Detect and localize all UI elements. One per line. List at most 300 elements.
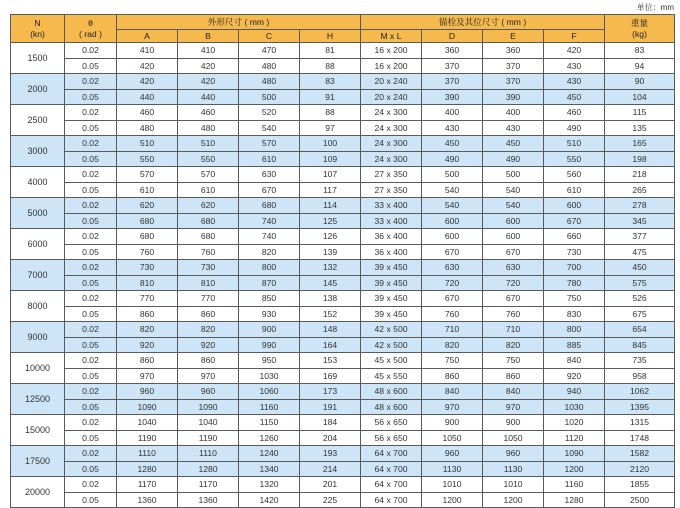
cell-c: 520 xyxy=(239,105,300,121)
cell-f: 490 xyxy=(544,120,605,136)
cell-e: 370 xyxy=(483,58,544,74)
cell-n: 2500 xyxy=(11,105,65,136)
cell-c: 740 xyxy=(239,229,300,245)
cell-mxl: 39 x 450 xyxy=(361,260,422,276)
cell-a: 1040 xyxy=(117,415,178,431)
cell-h: 132 xyxy=(300,260,361,276)
table-row xyxy=(11,446,675,462)
cell-theta: 0.05 xyxy=(65,492,117,508)
header-weight-line2: (kg) xyxy=(632,28,647,39)
cell-n: 15000 xyxy=(11,415,65,446)
cell-d: 710 xyxy=(422,322,483,338)
cell-n: 3000 xyxy=(11,136,65,167)
cell-a: 1170 xyxy=(117,477,178,493)
cell-theta: 0.02 xyxy=(65,105,117,121)
cell-a: 680 xyxy=(117,213,178,229)
cell-d: 600 xyxy=(422,213,483,229)
cell-n: 20000 xyxy=(11,477,65,508)
table-row xyxy=(11,430,675,446)
table-row xyxy=(11,368,675,384)
cell-f: 700 xyxy=(544,260,605,276)
header-theta-line1: θ xyxy=(88,17,93,28)
cell-b: 920 xyxy=(178,337,239,353)
cell-h: 117 xyxy=(300,182,361,198)
cell-weight: 675 xyxy=(605,306,675,322)
cell-a: 510 xyxy=(117,136,178,152)
cell-h: 91 xyxy=(300,89,361,105)
cell-weight: 475 xyxy=(605,244,675,260)
cell-a: 770 xyxy=(117,291,178,307)
cell-n: 7000 xyxy=(11,260,65,291)
cell-d: 670 xyxy=(422,244,483,260)
cell-c: 570 xyxy=(239,136,300,152)
cell-a: 610 xyxy=(117,182,178,198)
cell-e: 670 xyxy=(483,291,544,307)
cell-c: 1150 xyxy=(239,415,300,431)
cell-theta: 0.02 xyxy=(65,446,117,462)
cell-b: 570 xyxy=(178,167,239,183)
table-row xyxy=(11,384,675,400)
table-row xyxy=(11,182,675,198)
cell-h: 173 xyxy=(300,384,361,400)
cell-d: 1050 xyxy=(422,430,483,446)
cell-b: 730 xyxy=(178,260,239,276)
cell-e: 370 xyxy=(483,74,544,90)
cell-b: 860 xyxy=(178,306,239,322)
cell-weight: 218 xyxy=(605,167,675,183)
cell-b: 620 xyxy=(178,198,239,214)
cell-f: 660 xyxy=(544,229,605,245)
cell-a: 810 xyxy=(117,275,178,291)
cell-n: 4000 xyxy=(11,167,65,198)
table-row xyxy=(11,167,675,183)
cell-f: 800 xyxy=(544,322,605,338)
cell-weight: 345 xyxy=(605,213,675,229)
cell-e: 630 xyxy=(483,260,544,276)
cell-mxl: 48 x 600 xyxy=(361,384,422,400)
cell-f: 940 xyxy=(544,384,605,400)
cell-a: 860 xyxy=(117,353,178,369)
cell-h: 201 xyxy=(300,477,361,493)
header-mxl: M x L xyxy=(361,30,422,43)
cell-a: 860 xyxy=(117,306,178,322)
cell-a: 1190 xyxy=(117,430,178,446)
cell-b: 420 xyxy=(178,74,239,90)
cell-weight: 377 xyxy=(605,229,675,245)
header-d: D xyxy=(422,30,483,43)
cell-f: 750 xyxy=(544,291,605,307)
cell-e: 540 xyxy=(483,198,544,214)
cell-h: 164 xyxy=(300,337,361,353)
cell-c: 1320 xyxy=(239,477,300,493)
cell-d: 720 xyxy=(422,275,483,291)
cell-e: 900 xyxy=(483,415,544,431)
header-h: H xyxy=(300,30,361,43)
cell-e: 1050 xyxy=(483,430,544,446)
cell-mxl: 39 x 450 xyxy=(361,306,422,322)
cell-c: 990 xyxy=(239,337,300,353)
cell-c: 820 xyxy=(239,244,300,260)
cell-b: 1110 xyxy=(178,446,239,462)
cell-e: 670 xyxy=(483,244,544,260)
cell-b: 1360 xyxy=(178,492,239,508)
cell-mxl: 16 x 200 xyxy=(361,43,422,59)
cell-h: 88 xyxy=(300,58,361,74)
cell-theta: 0.02 xyxy=(65,229,117,245)
cell-e: 400 xyxy=(483,105,544,121)
cell-mxl: 42 x 500 xyxy=(361,322,422,338)
cell-d: 450 xyxy=(422,136,483,152)
cell-mxl: 39 x 450 xyxy=(361,291,422,307)
cell-mxl: 33 x 400 xyxy=(361,198,422,214)
cell-weight: 1395 xyxy=(605,399,675,415)
cell-c: 1420 xyxy=(239,492,300,508)
cell-weight: 1748 xyxy=(605,430,675,446)
header-dimensions-group: 外形尺寸 ( mm ) xyxy=(117,15,361,30)
cell-weight: 198 xyxy=(605,151,675,167)
cell-weight: 526 xyxy=(605,291,675,307)
cell-h: 153 xyxy=(300,353,361,369)
cell-f: 560 xyxy=(544,167,605,183)
header-theta xyxy=(65,15,117,43)
cell-d: 400 xyxy=(422,105,483,121)
unit-label: 单位：mm xyxy=(636,3,674,12)
cell-d: 370 xyxy=(422,58,483,74)
cell-n: 17500 xyxy=(11,446,65,477)
cell-e: 820 xyxy=(483,337,544,353)
cell-weight: 1582 xyxy=(605,446,675,462)
cell-theta: 0.02 xyxy=(65,167,117,183)
cell-h: 107 xyxy=(300,167,361,183)
cell-b: 610 xyxy=(178,182,239,198)
cell-b: 550 xyxy=(178,151,239,167)
table-row xyxy=(11,151,675,167)
cell-mxl: 56 x 650 xyxy=(361,430,422,446)
cell-b: 680 xyxy=(178,229,239,245)
cell-theta: 0.05 xyxy=(65,275,117,291)
cell-h: 169 xyxy=(300,368,361,384)
cell-d: 390 xyxy=(422,89,483,105)
cell-weight: 845 xyxy=(605,337,675,353)
cell-b: 510 xyxy=(178,136,239,152)
cell-h: 139 xyxy=(300,244,361,260)
cell-theta: 0.02 xyxy=(65,198,117,214)
cell-c: 670 xyxy=(239,182,300,198)
cell-e: 720 xyxy=(483,275,544,291)
cell-d: 1010 xyxy=(422,477,483,493)
cell-d: 430 xyxy=(422,120,483,136)
table-row xyxy=(11,120,675,136)
cell-e: 760 xyxy=(483,306,544,322)
cell-weight: 2120 xyxy=(605,461,675,477)
cell-b: 820 xyxy=(178,322,239,338)
cell-mxl: 27 x 350 xyxy=(361,182,422,198)
cell-e: 600 xyxy=(483,213,544,229)
cell-mxl: 24 x 300 xyxy=(361,120,422,136)
cell-mxl: 24 x 300 xyxy=(361,136,422,152)
cell-c: 480 xyxy=(239,58,300,74)
cell-a: 1110 xyxy=(117,446,178,462)
cell-theta: 0.05 xyxy=(65,58,117,74)
cell-c: 900 xyxy=(239,322,300,338)
cell-theta: 0.05 xyxy=(65,337,117,353)
cell-n: 1500 xyxy=(11,43,65,74)
cell-weight: 115 xyxy=(605,105,675,121)
cell-theta: 0.05 xyxy=(65,430,117,446)
table-row xyxy=(11,415,675,431)
cell-f: 830 xyxy=(544,306,605,322)
cell-mxl: 64 x 700 xyxy=(361,492,422,508)
cell-a: 970 xyxy=(117,368,178,384)
table-row xyxy=(11,213,675,229)
cell-f: 1280 xyxy=(544,492,605,508)
cell-d: 600 xyxy=(422,229,483,245)
cell-h: 152 xyxy=(300,306,361,322)
cell-f: 430 xyxy=(544,74,605,90)
cell-h: 193 xyxy=(300,446,361,462)
cell-theta: 0.05 xyxy=(65,151,117,167)
cell-weight: 654 xyxy=(605,322,675,338)
cell-h: 114 xyxy=(300,198,361,214)
header-theta-line2: ( rad ) xyxy=(79,28,102,39)
cell-e: 970 xyxy=(483,399,544,415)
cell-theta: 0.05 xyxy=(65,244,117,260)
cell-a: 420 xyxy=(117,58,178,74)
header-b: B xyxy=(178,30,239,43)
cell-a: 960 xyxy=(117,384,178,400)
cell-h: 214 xyxy=(300,461,361,477)
cell-d: 970 xyxy=(422,399,483,415)
cell-c: 1340 xyxy=(239,461,300,477)
cell-f: 885 xyxy=(544,337,605,353)
cell-mxl: 45 x 550 xyxy=(361,368,422,384)
table-row xyxy=(11,74,675,90)
cell-h: 204 xyxy=(300,430,361,446)
cell-weight: 135 xyxy=(605,120,675,136)
cell-theta: 0.05 xyxy=(65,399,117,415)
cell-mxl: 24 x 300 xyxy=(361,105,422,121)
cell-e: 1130 xyxy=(483,461,544,477)
cell-b: 960 xyxy=(178,384,239,400)
cell-f: 1160 xyxy=(544,477,605,493)
cell-e: 500 xyxy=(483,167,544,183)
cell-a: 730 xyxy=(117,260,178,276)
cell-mxl: 39 x 450 xyxy=(361,275,422,291)
header-n xyxy=(11,15,65,43)
cell-h: 100 xyxy=(300,136,361,152)
cell-d: 540 xyxy=(422,198,483,214)
cell-n: 10000 xyxy=(11,353,65,384)
cell-n: 12500 xyxy=(11,384,65,415)
cell-a: 820 xyxy=(117,322,178,338)
cell-c: 480 xyxy=(239,74,300,90)
cell-a: 1090 xyxy=(117,399,178,415)
cell-b: 480 xyxy=(178,120,239,136)
cell-c: 680 xyxy=(239,198,300,214)
cell-c: 540 xyxy=(239,120,300,136)
cell-f: 1020 xyxy=(544,415,605,431)
cell-n: 2000 xyxy=(11,74,65,105)
cell-f: 780 xyxy=(544,275,605,291)
cell-e: 430 xyxy=(483,120,544,136)
cell-f: 610 xyxy=(544,182,605,198)
header-n-line1: N xyxy=(34,17,41,28)
cell-theta: 0.02 xyxy=(65,415,117,431)
cell-h: 97 xyxy=(300,120,361,136)
cell-mxl: 45 x 500 xyxy=(361,353,422,369)
cell-theta: 0.02 xyxy=(65,43,117,59)
cell-e: 360 xyxy=(483,43,544,59)
cell-a: 550 xyxy=(117,151,178,167)
cell-e: 960 xyxy=(483,446,544,462)
cell-b: 810 xyxy=(178,275,239,291)
cell-a: 570 xyxy=(117,167,178,183)
cell-e: 450 xyxy=(483,136,544,152)
cell-b: 1090 xyxy=(178,399,239,415)
cell-d: 1200 xyxy=(422,492,483,508)
cell-theta: 0.02 xyxy=(65,353,117,369)
cell-c: 470 xyxy=(239,43,300,59)
cell-e: 490 xyxy=(483,151,544,167)
table-row xyxy=(11,275,675,291)
cell-mxl: 56 x 650 xyxy=(361,415,422,431)
header-weight-line1: 重量 xyxy=(630,17,649,28)
cell-mxl: 48 x 600 xyxy=(361,399,422,415)
header-f: F xyxy=(544,30,605,43)
cell-theta: 0.05 xyxy=(65,89,117,105)
cell-theta: 0.05 xyxy=(65,461,117,477)
cell-n: 6000 xyxy=(11,229,65,260)
table-row xyxy=(11,337,675,353)
cell-c: 850 xyxy=(239,291,300,307)
cell-d: 960 xyxy=(422,446,483,462)
cell-weight: 94 xyxy=(605,58,675,74)
cell-f: 670 xyxy=(544,213,605,229)
cell-f: 1030 xyxy=(544,399,605,415)
cell-h: 184 xyxy=(300,415,361,431)
cell-e: 390 xyxy=(483,89,544,105)
cell-h: 88 xyxy=(300,105,361,121)
cell-d: 1130 xyxy=(422,461,483,477)
cell-a: 620 xyxy=(117,198,178,214)
cell-theta: 0.02 xyxy=(65,136,117,152)
cell-b: 440 xyxy=(178,89,239,105)
cell-d: 630 xyxy=(422,260,483,276)
cell-h: 81 xyxy=(300,43,361,59)
cell-h: 145 xyxy=(300,275,361,291)
cell-h: 83 xyxy=(300,74,361,90)
cell-d: 540 xyxy=(422,182,483,198)
cell-a: 920 xyxy=(117,337,178,353)
cell-mxl: 24 x 300 xyxy=(361,151,422,167)
table-row xyxy=(11,291,675,307)
table-row xyxy=(11,461,675,477)
cell-theta: 0.02 xyxy=(65,384,117,400)
table-header xyxy=(11,15,675,43)
cell-c: 500 xyxy=(239,89,300,105)
cell-f: 840 xyxy=(544,353,605,369)
cell-mxl: 20 x 240 xyxy=(361,89,422,105)
table-row xyxy=(11,353,675,369)
cell-n: 5000 xyxy=(11,198,65,229)
cell-weight: 1062 xyxy=(605,384,675,400)
cell-h: 191 xyxy=(300,399,361,415)
cell-weight: 1855 xyxy=(605,477,675,493)
cell-b: 860 xyxy=(178,353,239,369)
header-n-line2: (kn) xyxy=(30,28,45,39)
cell-h: 125 xyxy=(300,213,361,229)
table-row xyxy=(11,89,675,105)
cell-b: 680 xyxy=(178,213,239,229)
cell-a: 1360 xyxy=(117,492,178,508)
header-weight xyxy=(605,15,675,43)
cell-c: 950 xyxy=(239,353,300,369)
table-row xyxy=(11,43,675,59)
cell-b: 770 xyxy=(178,291,239,307)
table-row xyxy=(11,399,675,415)
cell-h: 138 xyxy=(300,291,361,307)
cell-d: 900 xyxy=(422,415,483,431)
cell-c: 1160 xyxy=(239,399,300,415)
cell-b: 760 xyxy=(178,244,239,260)
cell-weight: 83 xyxy=(605,43,675,59)
cell-f: 920 xyxy=(544,368,605,384)
cell-f: 550 xyxy=(544,151,605,167)
cell-e: 710 xyxy=(483,322,544,338)
cell-e: 840 xyxy=(483,384,544,400)
header-c: C xyxy=(239,30,300,43)
cell-d: 820 xyxy=(422,337,483,353)
header-anchor-group: 锚栓及其位尺寸 ( mm ) xyxy=(361,15,605,30)
cell-e: 750 xyxy=(483,353,544,369)
cell-mxl: 33 x 400 xyxy=(361,213,422,229)
cell-h: 109 xyxy=(300,151,361,167)
cell-c: 740 xyxy=(239,213,300,229)
cell-theta: 0.05 xyxy=(65,182,117,198)
cell-c: 1060 xyxy=(239,384,300,400)
cell-n: 8000 xyxy=(11,291,65,322)
cell-mxl: 16 x 200 xyxy=(361,58,422,74)
cell-d: 370 xyxy=(422,74,483,90)
cell-d: 760 xyxy=(422,306,483,322)
cell-theta: 0.02 xyxy=(65,477,117,493)
cell-c: 630 xyxy=(239,167,300,183)
cell-d: 360 xyxy=(422,43,483,59)
cell-mxl: 42 x 500 xyxy=(361,337,422,353)
cell-theta: 0.05 xyxy=(65,213,117,229)
table-row xyxy=(11,322,675,338)
cell-weight: 104 xyxy=(605,89,675,105)
cell-f: 1200 xyxy=(544,461,605,477)
header-e: E xyxy=(483,30,544,43)
cell-d: 490 xyxy=(422,151,483,167)
cell-mxl: 64 x 700 xyxy=(361,477,422,493)
cell-mxl: 36 x 400 xyxy=(361,229,422,245)
table-row xyxy=(11,306,675,322)
cell-n: 9000 xyxy=(11,322,65,353)
cell-f: 1090 xyxy=(544,446,605,462)
cell-mxl: 64 x 700 xyxy=(361,446,422,462)
table-row xyxy=(11,105,675,121)
cell-weight: 2500 xyxy=(605,492,675,508)
cell-mxl: 27 x 350 xyxy=(361,167,422,183)
cell-a: 460 xyxy=(117,105,178,121)
cell-f: 420 xyxy=(544,43,605,59)
cell-d: 670 xyxy=(422,291,483,307)
cell-f: 1120 xyxy=(544,430,605,446)
cell-c: 610 xyxy=(239,151,300,167)
cell-e: 600 xyxy=(483,229,544,245)
